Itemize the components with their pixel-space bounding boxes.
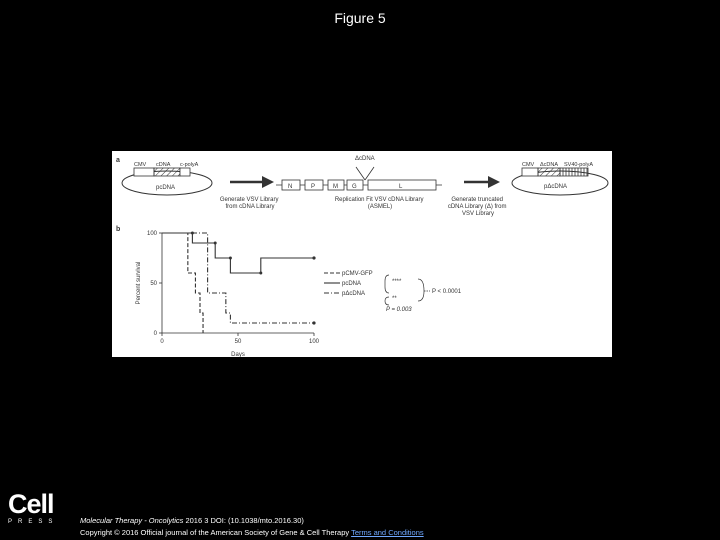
y-tick-label: 0 xyxy=(153,331,157,337)
copyright-line xyxy=(80,527,710,539)
series-end-point xyxy=(312,256,315,259)
vsv-insert-label: ΔcDNA xyxy=(355,156,375,162)
series-point xyxy=(259,272,262,275)
plasmid2-seg-sv40: SV40-polyA xyxy=(564,162,594,168)
citation-line xyxy=(80,515,710,527)
plasmid1-seg-cdna: cDNA xyxy=(156,162,171,168)
series-line-1 xyxy=(162,233,314,273)
logo-sub: PRESS xyxy=(8,519,59,525)
plasmid1-seg-cmv: CMV xyxy=(134,162,147,168)
copyright-text: Copyright © 2016 Official journal of the American Society of Gene & Cell Therapy xyxy=(80,528,350,537)
plasmid2-seg-cmv: CMV xyxy=(522,162,535,168)
figure-svg xyxy=(112,151,612,357)
series-end-point xyxy=(312,321,315,324)
series-point xyxy=(214,242,217,245)
vsv-gene-m: M xyxy=(333,184,338,190)
terms-link[interactable]: Terms and Conditions xyxy=(351,528,424,537)
arrow-1 xyxy=(230,176,274,188)
citation xyxy=(80,515,710,539)
panel-a-label: a xyxy=(116,157,120,164)
x-axis-label: Days xyxy=(231,352,245,357)
series-point xyxy=(229,257,232,260)
plasmid-pcdna xyxy=(122,162,212,195)
vsv-gene-n: N xyxy=(288,184,293,190)
panel-b-label: b xyxy=(116,226,121,233)
plasmid1-seg-polya: c-polyA xyxy=(180,162,199,168)
step2-caption: Replication Fit VSV cDNA Library (ASMEL) xyxy=(334,197,424,210)
sig-stars-4: **** xyxy=(392,279,402,285)
series-line-2 xyxy=(162,233,314,323)
figure-panel xyxy=(112,151,612,357)
significance-annotations xyxy=(385,275,462,313)
logo-word: Cell xyxy=(8,489,54,519)
plasmid-pdcdna xyxy=(512,162,608,195)
y-axis-label: Percent survival xyxy=(136,261,142,305)
x-tick-label: 50 xyxy=(234,339,242,345)
sig-stars-2: ** xyxy=(392,296,397,302)
p-value-2: P = 0.003 xyxy=(386,307,412,313)
plasmid2-name: pΔcDNA xyxy=(544,184,568,190)
x-tick-label: 100 xyxy=(308,339,320,345)
y-tick-label: 50 xyxy=(150,281,157,287)
journal-name: Molecular Therapy - Oncolytics xyxy=(80,516,184,525)
slide-title: Figure 5 xyxy=(334,10,386,26)
citation-doi: 2016 3 DOI: (10.1038/mto.2016.30) xyxy=(183,516,304,525)
x-tick-label: 0 xyxy=(160,339,164,345)
plasmid2-seg-dcdna: ΔcDNA xyxy=(540,162,559,168)
step1-caption: Generate VSV Library from cDNA Library xyxy=(219,197,279,210)
legend-entry: pΔcDNA xyxy=(342,291,366,297)
vsv-genome xyxy=(276,156,442,190)
legend-entry: pCMV-GFP xyxy=(342,271,373,277)
survival-chart xyxy=(136,231,373,357)
legend-entry: pcDNA xyxy=(342,281,362,287)
plasmid1-name: pcDNA xyxy=(156,185,176,191)
series-line-0 xyxy=(162,233,203,333)
step3-caption: Generate truncated cDNA Library (Δ) from VSV Library xyxy=(447,197,507,217)
cell-press-logo xyxy=(8,490,68,525)
vsv-gene-p: P xyxy=(311,184,316,190)
p-value-1: P < 0.0001 xyxy=(432,289,462,295)
vsv-gene-g: G xyxy=(352,184,357,190)
arrow-2 xyxy=(464,176,500,188)
y-tick-label: 100 xyxy=(146,231,157,237)
vsv-gene-l: L xyxy=(399,184,403,190)
